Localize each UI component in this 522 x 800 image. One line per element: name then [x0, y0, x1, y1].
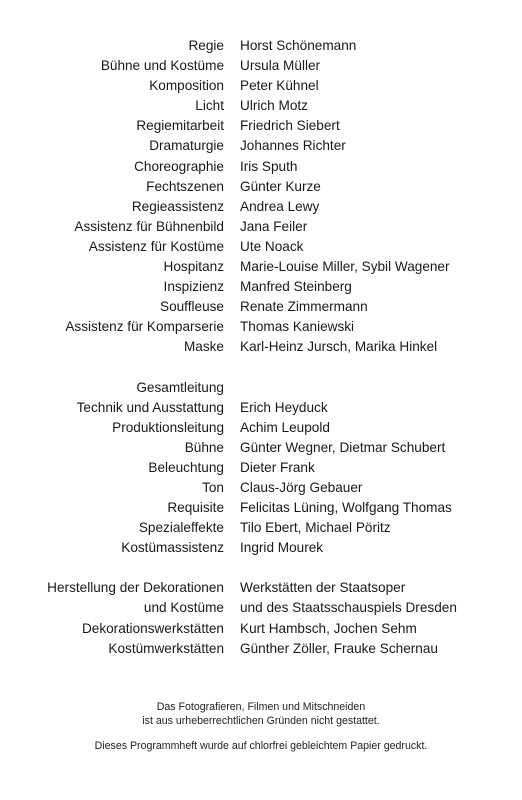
credit-role: Regie: [188, 38, 224, 53]
credit-role: Assistenz für Bühnenbild: [74, 218, 224, 234]
credit-row: [0, 76, 522, 96]
credit-role: Requisite: [167, 500, 224, 516]
credit-role: Kostümassistenz: [121, 540, 224, 556]
credit-name: Marie-Louise Miller, Sybil Wagener: [240, 259, 450, 275]
credit-role: Beleuchtung: [148, 459, 224, 475]
credit-role: Inspizienz: [163, 279, 224, 295]
credit-name: Karl-Heinz Jursch, Marika Hinkel: [240, 339, 438, 355]
copyright-notice-line-1: Das Fotografieren, Filmen und Mitschneiden: [156, 701, 366, 713]
credit-row: [0, 378, 522, 398]
credit-name: Iris Sputh: [240, 158, 298, 174]
credit-row: [0, 398, 522, 418]
credit-role: Dramaturgie: [149, 138, 224, 154]
credit-role: Maske: [183, 339, 224, 355]
credit-role: Licht: [195, 98, 224, 114]
credit-role: Souffleuse: [160, 299, 224, 315]
credit-name: Werkstätten der Staatsoper: [240, 580, 406, 596]
credit-name: Dieter Frank: [240, 459, 315, 475]
credit-row: [0, 36, 522, 56]
credit-role: Komposition: [149, 78, 224, 94]
credit-row: [0, 157, 522, 177]
credit-role: Regiemitarbeit: [136, 118, 224, 134]
credit-name: Renate Zimmermann: [240, 299, 368, 315]
credit-name: Günther Zöller, Frauke Schernau: [240, 640, 438, 656]
credit-name: Andrea Lewy: [240, 198, 320, 214]
credit-row: [0, 619, 522, 639]
credit-row: [0, 458, 522, 478]
credit-name: Horst Schönemann: [240, 38, 357, 53]
credit-name: Manfred Steinberg: [240, 279, 352, 295]
credit-name: Günter Kurze: [240, 178, 321, 194]
credit-row: [0, 418, 522, 438]
credit-name: [240, 378, 522, 398]
credit-row: [0, 639, 522, 659]
credit-row: [0, 498, 522, 518]
credit-row: [0, 177, 522, 197]
credit-row: [0, 337, 522, 357]
credit-name: Peter Kühnel: [240, 78, 319, 94]
credit-role: Technik und Ausstattung: [76, 399, 224, 415]
credit-role: Assistenz für Kostüme: [88, 238, 224, 254]
credit-name: Thomas Kaniewski: [240, 319, 355, 335]
credit-role: Gesamtleitung: [136, 379, 224, 395]
credit-name: Ulrich Motz: [240, 98, 308, 114]
credit-name: Claus-Jörg Gebauer: [240, 479, 363, 495]
credit-role: Produktionsleitung: [112, 419, 224, 435]
credit-role: Fechtszenen: [146, 178, 224, 194]
credit-role: Herstellung der Dekorationen: [47, 580, 224, 596]
credit-name: und des Staatsschauspiels Dresden: [240, 600, 457, 616]
paper-note: Dieses Programmheft wurde auf chlorfrei gebleichtem Papier gedruckt.: [94, 740, 428, 752]
credit-role: Choreographie: [134, 158, 224, 174]
credit-role: Bühne und Kostüme: [100, 58, 224, 74]
credit-row: [0, 297, 522, 317]
credit-role: Bühne: [184, 439, 224, 455]
credit-row: [0, 197, 522, 217]
credit-row: [0, 116, 522, 136]
credit-name: Ingrid Mourek: [240, 540, 324, 556]
credit-name: Felicitas Lüning, Wolfgang Thomas: [240, 500, 452, 516]
credit-row: [0, 136, 522, 156]
credit-name: Friedrich Siebert: [240, 118, 340, 134]
credits-list: [0, 36, 522, 659]
credit-role: Hospitanz: [163, 259, 224, 275]
credit-name: Günter Wegner, Dietmar Schubert: [240, 439, 446, 455]
copyright-notice-line-2: ist aus urheberrechtlichen Gründen nicht gestattet.: [142, 715, 380, 727]
credit-name: Achim Leupold: [240, 419, 330, 435]
credit-name: Erich Heyduck: [240, 399, 328, 415]
credit-row: [0, 96, 522, 116]
credit-name: Ursula Müller: [240, 58, 321, 74]
credit-role: Regieassistenz: [131, 198, 224, 214]
credit-role: Kostümwerkstätten: [108, 640, 224, 656]
credit-row: [0, 56, 522, 76]
credit-name: Tilo Ebert, Michael Pöritz: [240, 520, 391, 536]
credit-row: [0, 518, 522, 538]
credit-row: [0, 237, 522, 257]
credit-row: [0, 317, 522, 337]
credit-role: Ton: [202, 479, 224, 495]
credit-row: [0, 578, 522, 598]
credit-role: Dekorationswerkstätten: [81, 620, 224, 636]
credit-row: [0, 217, 522, 237]
credit-row: [0, 257, 522, 277]
copyright-notice: [0, 700, 522, 728]
credit-name: Jana Feiler: [240, 218, 308, 234]
credit-role: und Kostüme: [143, 600, 224, 616]
section-spacer: [0, 558, 522, 578]
credit-name: Kurt Hambsch, Jochen Sehm: [240, 620, 417, 636]
credit-row: [0, 538, 522, 558]
credit-row: [0, 438, 522, 458]
credit-name: Johannes Richter: [240, 138, 346, 154]
section-spacer: [0, 358, 522, 378]
credit-name: Ute Noack: [240, 238, 304, 254]
credit-row: [0, 598, 522, 618]
credit-role: Assistenz für Komparserie: [65, 319, 224, 335]
credit-role: Spezialeffekte: [138, 520, 224, 536]
credit-row: [0, 277, 522, 297]
credit-row: [0, 478, 522, 498]
